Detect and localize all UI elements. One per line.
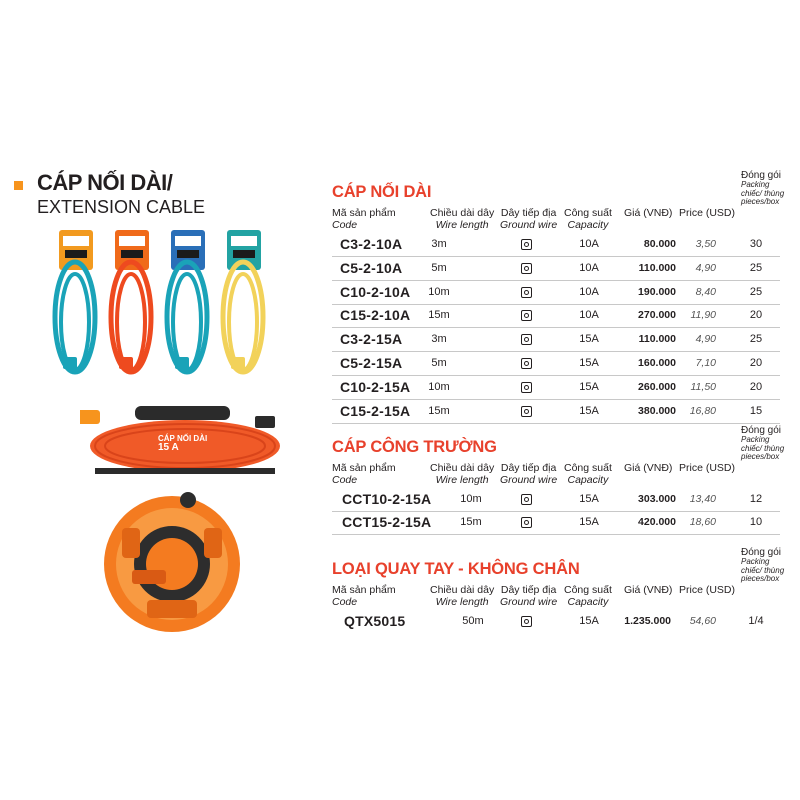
row-divider (332, 423, 780, 424)
price-vnd: 380.000 (638, 404, 676, 417)
ground-wire-icon (521, 494, 532, 505)
col-header-gw-vi: Dây tiếp địa (500, 584, 557, 596)
table-row (332, 329, 780, 352)
page-title: CÁP NỐI DÀI/ (37, 170, 173, 195)
capacity: 10A (579, 238, 599, 250)
ground-wire-icon (521, 358, 532, 369)
packing-qty: 20 (749, 380, 763, 393)
product-code: C15-2-10A (340, 307, 411, 324)
product-code: C10-2-15A (340, 378, 411, 395)
col-header-packing-unit2: pieces/box (741, 452, 780, 461)
col-header-code-vi: Mã sản phẩm (332, 462, 396, 474)
wire-length: 10m (428, 285, 450, 298)
wire-length: 3m (431, 333, 447, 346)
section-title: CÁP NỐI DÀI (332, 183, 432, 201)
col-header-code-en: Code (332, 219, 358, 231)
packaged-cables-image (45, 222, 275, 392)
col-header-len-vi: Chiều dài dây (430, 207, 495, 219)
capacity: 15A (579, 615, 599, 627)
price-vnd: 80.000 (643, 238, 676, 250)
capacity: 15A (579, 516, 599, 528)
col-header-len (430, 462, 494, 486)
col-header-len-en: Wire length (435, 219, 489, 231)
col-header-packing-vi: Đóng gói (741, 425, 782, 436)
table-row (332, 234, 780, 257)
packing-qty: 25 (749, 261, 763, 274)
col-header-gw-en: Ground wire (500, 474, 558, 486)
product-code: C3-2-10A (340, 236, 403, 252)
col-header-cap-vi: Công suất (564, 207, 612, 219)
table-row (332, 282, 780, 305)
wire-length: 15m (428, 404, 450, 417)
ground-wire-icon (521, 517, 532, 528)
page-subtitle: EXTENSION CABLE (37, 197, 206, 217)
col-header-packing (741, 548, 784, 584)
frame-reel-image (80, 404, 290, 482)
packing-qty: 10 (749, 516, 763, 528)
ground-wire-icon (521, 334, 532, 345)
reel-label-line1: CÁP NỐI DÀI (158, 434, 208, 443)
col-header-cap-en: Capacity (567, 219, 609, 231)
col-header-len-vi: Chiều dài dây (430, 462, 495, 474)
price-usd: 13,40 (689, 493, 716, 505)
col-header-packing-unit2: pieces/box (741, 197, 780, 206)
price-usd: 16,80 (689, 404, 716, 417)
col-header-gw-en: Ground wire (500, 596, 558, 608)
packing-qty: 1/4 (748, 615, 764, 627)
price-usd: 3,50 (695, 238, 716, 250)
ground-wire-icon (521, 239, 532, 250)
ground-wire-icon (521, 263, 532, 274)
product-code: C5-2-10A (340, 259, 403, 276)
packing-qty: 20 (749, 357, 763, 369)
col-header-gw-vi: Dây tiếp địa (500, 207, 557, 219)
ground-wire-icon (521, 616, 532, 627)
col-header-packing-unit1: chiếc/ thùng (741, 565, 785, 575)
wire-length: 15m (428, 309, 450, 322)
col-header-packing-vi: Đóng gói (741, 170, 782, 181)
capacity: 10A (579, 285, 599, 298)
table-row (332, 258, 780, 281)
price-vnd: 303.000 (638, 493, 676, 505)
col-header-len-en: Wire length (435, 474, 489, 486)
col-header-gw (500, 462, 557, 486)
col-header-cap (564, 207, 612, 231)
price-usd: 11,50 (690, 380, 716, 393)
product-code: CCT10-2-15A (342, 491, 432, 507)
table-row (332, 611, 780, 634)
col-header-gw-vi: Dây tiếp địa (500, 462, 557, 474)
packing-qty: 30 (749, 238, 763, 250)
product-code: C10-2-10A (340, 283, 411, 300)
col-header-vnd: Giá (VNĐ) (624, 207, 673, 219)
reel-label-line2: 15 A (158, 442, 179, 453)
wire-length: 15m (460, 516, 482, 528)
price-usd: 7,10 (695, 357, 716, 369)
col-header-packing-unit1: chiếc/ thùng (741, 188, 785, 198)
col-header-gw-en: Ground wire (500, 219, 558, 231)
section-title: CÁP CÔNG TRƯỜNG (332, 438, 497, 456)
price-usd: 4,90 (695, 261, 716, 274)
wire-length: 10m (428, 380, 450, 393)
packing-qty: 25 (749, 285, 763, 298)
wire-length: 10m (460, 493, 482, 505)
wire-length: 5m (431, 261, 447, 274)
product-code: C15-2-15A (340, 402, 411, 419)
packing-qty: 25 (749, 333, 763, 346)
col-header-len-vi: Chiều dài dây (430, 584, 495, 596)
col-header-code-vi: Mã sản phẩm (332, 584, 396, 596)
table-row (332, 401, 780, 424)
col-header-packing-unit1: chiếc/ thùng (741, 443, 785, 453)
col-header-code (332, 462, 396, 486)
capacity: 10A (579, 261, 599, 274)
title-bullet (14, 181, 23, 190)
product-code: C5-2-15A (340, 355, 403, 371)
price-vnd: 260.000 (638, 380, 676, 393)
col-header-packing-unit2: pieces/box (741, 574, 780, 583)
price-usd: 54,60 (689, 615, 716, 627)
price-vnd: 420.000 (638, 516, 676, 528)
price-usd: 8,40 (695, 285, 716, 298)
price-vnd: 110.000 (638, 333, 676, 346)
row-divider (332, 534, 780, 535)
col-header-usd: Price (USD) (679, 207, 736, 219)
capacity: 10A (579, 309, 599, 322)
col-header-cap (564, 584, 612, 608)
col-header-packing-en: Packing (741, 435, 770, 444)
product-code: QTX5015 (344, 613, 406, 629)
price-vnd: 1.235.000 (624, 615, 671, 627)
price-vnd: 160.000 (638, 357, 676, 369)
table-row (332, 489, 780, 512)
ground-wire-icon (521, 382, 532, 393)
section-title: LOẠI QUAY TAY - KHÔNG CHÂN (332, 560, 580, 578)
col-header-packing (741, 426, 784, 462)
price-usd: 4,90 (695, 333, 716, 346)
table-row (332, 512, 780, 535)
price-usd: 18,60 (689, 516, 716, 528)
table-row (332, 353, 780, 376)
wire-length: 5m (431, 357, 447, 369)
packing-qty: 20 (749, 309, 763, 322)
price-vnd: 110.000 (638, 261, 676, 274)
packing-qty: 12 (749, 493, 763, 505)
col-header-vnd: Giá (VNĐ) (624, 584, 673, 596)
red-cable-pack (111, 230, 151, 372)
col-header-code-en: Code (332, 596, 358, 608)
ground-wire-icon (521, 310, 532, 321)
col-header-code-en: Code (332, 474, 358, 486)
capacity: 15A (579, 380, 599, 393)
capacity: 15A (579, 493, 599, 505)
col-header-packing-vi: Đóng gói (741, 547, 782, 558)
hand-crank-reel-image (92, 488, 252, 636)
col-header-code (332, 207, 396, 231)
blue-cable-pack (55, 230, 95, 372)
wire-length: 3m (431, 238, 447, 250)
col-header-packing-en: Packing (741, 557, 770, 566)
col-header-gw (500, 207, 557, 231)
teal-cable-pack (167, 230, 207, 372)
price-usd: 11,90 (690, 309, 716, 322)
price-vnd: 270.000 (638, 309, 676, 322)
col-header-cap (564, 462, 612, 486)
capacity: 15A (579, 333, 599, 346)
col-header-cap-en: Capacity (567, 596, 609, 608)
col-header-gw (500, 584, 557, 608)
product-code: C3-2-15A (340, 331, 403, 348)
col-header-len (430, 207, 494, 231)
ground-wire-icon (521, 406, 532, 417)
packing-qty: 15 (749, 404, 763, 417)
table-row (332, 305, 780, 328)
col-header-packing (741, 171, 784, 207)
wire-length: 50m (462, 615, 484, 627)
table-row (332, 377, 780, 400)
col-header-cap-vi: Công suất (564, 462, 612, 474)
col-header-len-en: Wire length (435, 596, 489, 608)
capacity: 15A (579, 404, 599, 417)
product-code: CCT15-2-15A (342, 514, 432, 530)
col-header-len (430, 584, 494, 608)
col-header-cap-en: Capacity (567, 474, 609, 486)
col-header-packing-en: Packing (741, 180, 770, 189)
ground-wire-icon (521, 287, 532, 298)
col-header-code-vi: Mã sản phẩm (332, 207, 396, 219)
col-header-usd: Price (USD) (679, 462, 736, 474)
col-header-vnd: Giá (VNĐ) (624, 462, 673, 474)
col-header-cap-vi: Công suất (564, 584, 612, 596)
col-header-usd: Price (USD) (679, 584, 736, 596)
capacity: 15A (579, 357, 599, 369)
col-header-code (332, 584, 396, 608)
price-vnd: 190.000 (638, 285, 676, 298)
yellow-cable-pack (223, 230, 263, 372)
